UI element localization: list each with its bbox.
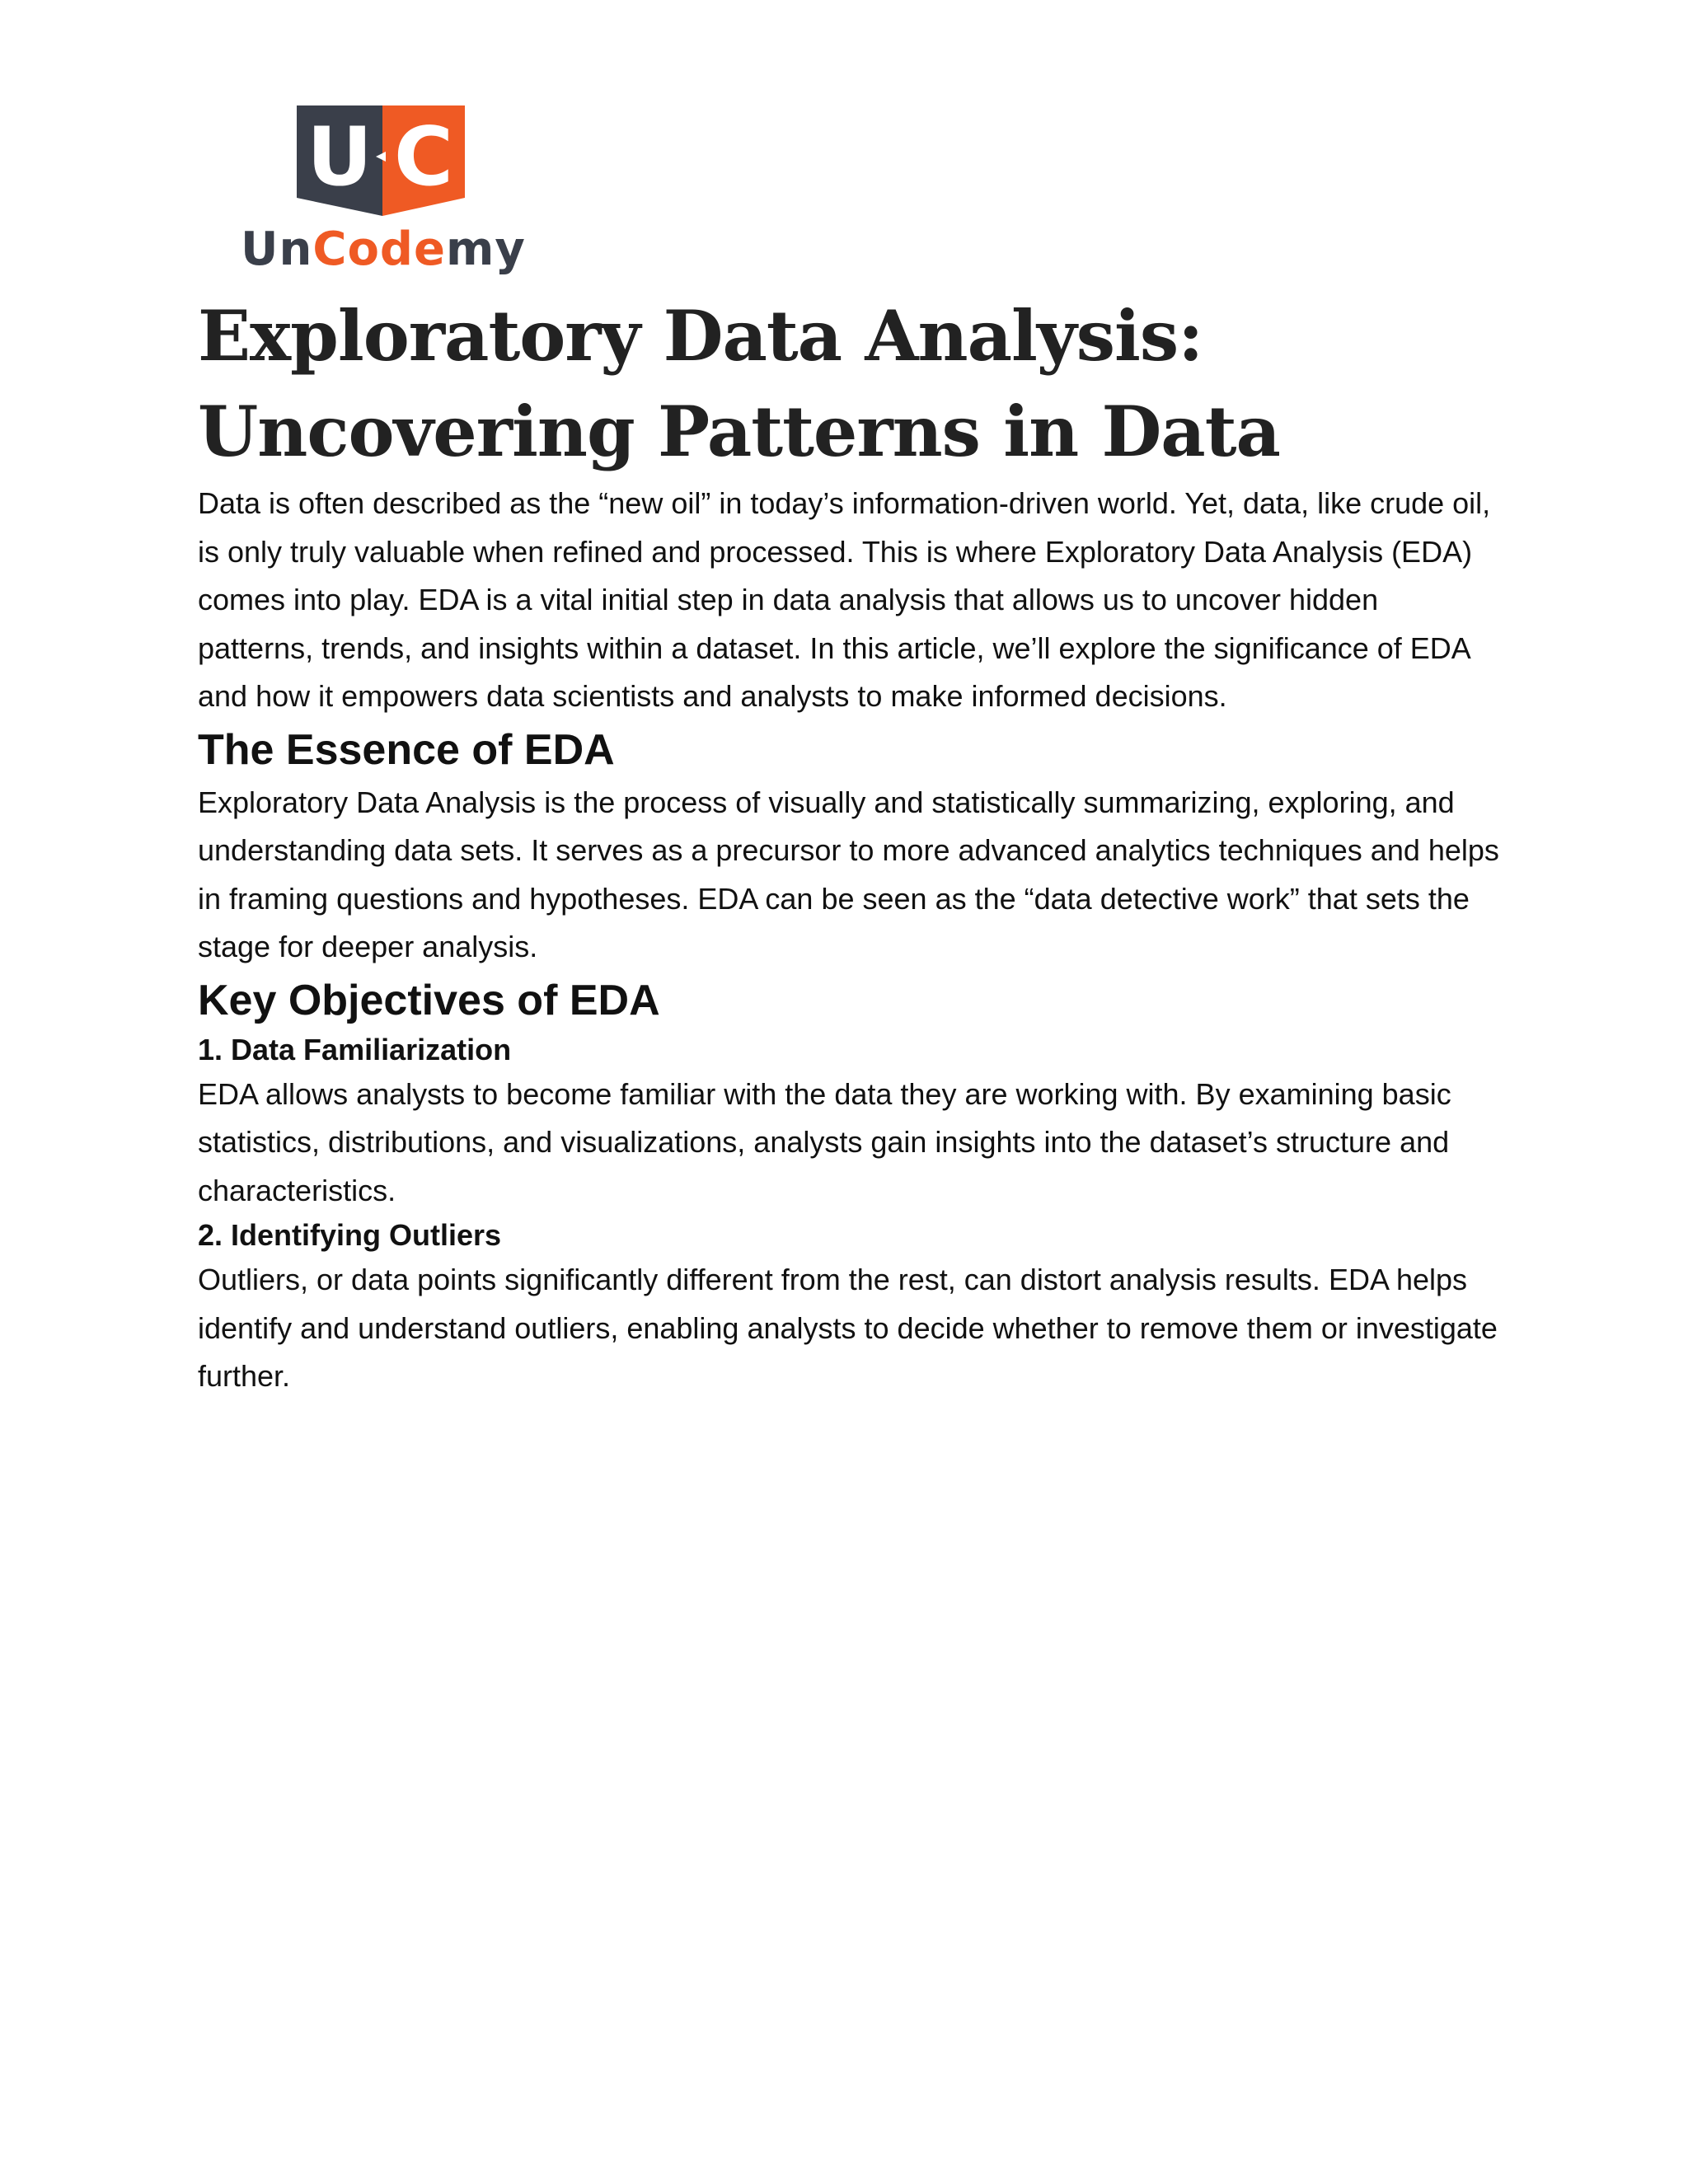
logo-wordmark-code: Code — [312, 223, 446, 276]
article-body — [198, 288, 1500, 1401]
uncodemy-logo — [241, 105, 526, 279]
logo-wordmark — [241, 221, 526, 279]
article-title: Exploratory Data Analysis: Uncovering Patterns in Data — [198, 295, 1280, 472]
logo-wordmark-my: my — [445, 223, 526, 276]
intro-paragraph: Data is often described as the “new oil” in today’s information-driven world. Yet, data, like crude oil, is only truly valuable when refined and processed. This is where Exploratory Data Analysis (EDA) comes into play. EDA is a vital initial step in data analysis that allows us to uncover hidden patterns, trends, and insights within a dataset. In this article, we’ll explore the significance of EDA and how it empowers data scientists and analysts to make informed decisions. — [198, 486, 1491, 713]
objective-text-data-familiarization: EDA allows analysts to become familiar with the data they are working with. By examining basic statistics, distributions, and visualizations, analysts gain insights into the dataset’s structure and characteristics. — [198, 1076, 1451, 1207]
objective-text-identifying-outliers: Outliers, or data points significantly different from the rest, can distort analysis results. EDA helps identify and understand outliers, enabling analysts to decide whether to remove them or investigate further. — [198, 1263, 1498, 1393]
uc-logo-mark — [297, 105, 465, 216]
logo-mark-letter-u: U — [307, 110, 373, 204]
logo-mark-letter-c: C — [394, 110, 453, 204]
logo-wordmark-un: Un — [241, 223, 313, 276]
objective-heading-data-familiarization: 1. Data Familiarization — [198, 1032, 512, 1066]
objective-heading-identifying-outliers: 2. Identifying Outliers — [198, 1218, 502, 1252]
essence-paragraph: Exploratory Data Analysis is the process of visually and statistically summarizing, exploring, and understanding data sets. It serves as a precursor to more advanced analytics techniques and helps in framing questions and hypotheses. EDA can be seen as the “data detective work” that sets the stage for deeper analysis. — [198, 785, 1499, 963]
key-objectives-heading: Key Objectives of EDA — [198, 976, 660, 1024]
essence-heading: The Essence of EDA — [198, 725, 615, 774]
